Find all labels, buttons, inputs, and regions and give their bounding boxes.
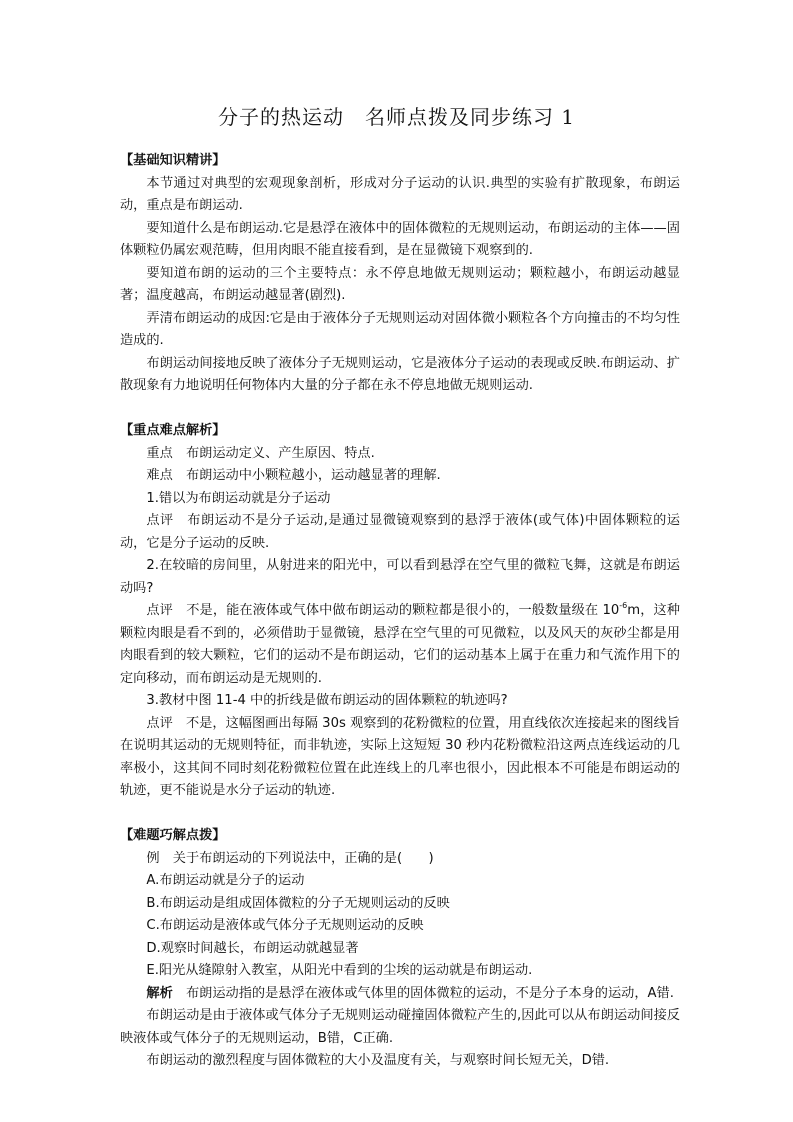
paragraph: 布朗运动间接地反映了液体分子无规则运动，它是液体分子运动的表现或反映.布朗运动、扩散现象有力地说明任何物体内大量的分子都在永不停息地做无规则运动. (120, 355, 680, 393)
section-heading-key-difficult: 【重点难点解析】 (120, 423, 226, 438)
page-title: 分子的热运动 名师点拨及同步练习 1 (217, 105, 576, 129)
comment-2 (120, 600, 680, 690)
option-d: D.观察时间越长，布朗运动就越显著 (146, 940, 359, 956)
exponent: -6 (619, 601, 628, 610)
comment-2-text-end: m，这种颗粒肉眼是看不到的，必须借助于显微镜，悬浮在空气里的可见微粒，以及风天的灰砂尘都是用肉眼看到的较大颗粒，它们的运动不是布朗运动，它们的运动基本上属于在重力和气流作用下的定向移动，而布朗运动是无规则的. (120, 603, 680, 686)
section-spacer (120, 803, 680, 826)
paragraph: 要知道什么是布朗运动.它是悬浮在液体中的固体微粒的无规则运动，布朗运动的主体——固体颗粒仍属宏观范畴，但用肉眼不能直接看到，是在显微镜下观察到的. (120, 220, 680, 258)
section-spacer (120, 398, 680, 421)
analysis-paragraph: 布朗运动的激烈程度与固体微粒的大小及温度有关，与观察时间长短无关，D错. (146, 1053, 610, 1068)
section-heading-problem-solving: 【难题巧解点拨】 (120, 828, 226, 843)
example-question: 例 关于布朗运动的下列说法中，正确的是( ) (146, 850, 434, 866)
option-b: B.布朗运动是组成固体微粒的分子无规则运动的反映 (146, 895, 450, 911)
document-body (120, 150, 680, 1073)
question-1: 1.错以为布朗运动就是分子运动 (146, 490, 331, 506)
paragraph: 要知道布朗的运动的三个主要特点：永不停息地做无规则运动；颗粒越小，布朗运动越显著；温度越高，布朗运动越显著(剧烈). (120, 265, 680, 303)
paragraph: 本节通过对典型的宏观现象剖析，形成对分子运动的认识.典型的实验有扩散现象，布朗运动，重点是布朗运动. (120, 175, 680, 213)
key-point: 重点 布朗运动定义、产生原因、特点. (146, 445, 375, 461)
analysis-text: 布朗运动指的是悬浮在液体或气体里的固体微粒的运动，不是分子本身的运动，A错. (172, 985, 674, 1001)
paragraph: 弄清布朗运动的成因:它是由于液体分子无规则运动对固体微小颗粒各个方向撞击的不均匀性造成的. (120, 310, 680, 348)
comment-1: 点评 布朗运动不是分子运动,是通过显微镜观察到的悬浮于液体(或气体)中固体颗粒的运动，它是分子运动的反映. (120, 513, 680, 551)
option-a: A.布朗运动就是分子的运动 (146, 873, 305, 888)
question-2: 2.在较暗的房间里，从射进来的阳光中，可以看到悬浮在空气里的微粒飞舞，这就是布朗运动吗? (120, 558, 680, 596)
difficult-point: 难点 布朗运动中小颗粒越小，运动越显著的理解. (146, 468, 441, 483)
option-e: E.阳光从缝隙射入教室，从阳光中看到的尘埃的运动就是布朗运动. (146, 963, 533, 978)
comment-3: 点评 不是，这幅图画出每隔 30s 观察到的花粉微粒的位置，用直线依次连接起来的图线旨在说明其运动的无规则特征，而非轨迹，实际上这短短 30 秒内花粉微粒沿这两点连线运动的几率极小，这其间不同时刻花粉微粒位置在此连线上的几率也很小，因此根本不可能是布朗运动的轨迹，更不能说是水分子运动的轨迹. (120, 715, 680, 798)
option-c: C.布朗运动是液体或气体分子无规则运动的反映 (146, 918, 424, 933)
question-3: 3.教材中图 11-4 中的折线是做布朗运动的固体颗粒的轨迹吗? (146, 693, 508, 708)
analysis-label: 解析 (146, 985, 173, 1001)
analysis-paragraph: 布朗运动是由于液体或气体分子无规则运动碰撞固体微粒产生的,因此可以从布朗运动间接反映液体或气体分子的无规则运动，B错，C正确. (120, 1008, 680, 1046)
section-heading-basic-knowledge: 【基础知识精讲】 (120, 153, 226, 168)
comment-2-text-start: 点评 不是，能在液体或气体中做布朗运动的颗粒都是很小的，一般数量级在 10 (146, 603, 620, 618)
analysis (120, 983, 680, 1006)
